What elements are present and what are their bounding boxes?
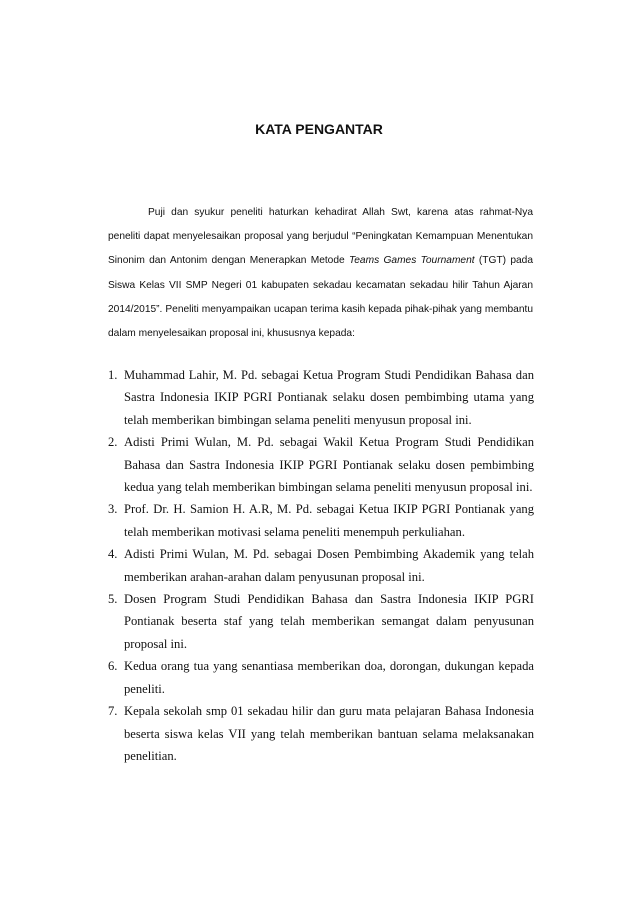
list-item xyxy=(108,431,534,498)
list-item-number: 5. xyxy=(108,592,118,607)
list-item-text: Prof. Dr. H. Samion H. A.R, M. Pd. sebagai Ketua IKIP PGRI Pontianak yang telah memberikan motivasi selama peneliti menempuh perkuliahan. xyxy=(124,502,534,539)
page-title: KATA PENGANTAR xyxy=(255,121,383,137)
list-item-text: Adisti Primi Wulan, M. Pd. sebagai Wakil Ketua Program Studi Pendidikan Bahasa dan Sastra Indonesia IKIP PGRI Pontianak selaku dosen pembimbing kedua yang telah memberikan bimbingan selama peneliti menyusun proposal ini. xyxy=(124,435,534,495)
list-item xyxy=(108,364,534,431)
list-item-number: 3. xyxy=(108,502,118,517)
list-item-text: Muhammad Lahir, M. Pd. sebagai Ketua Program Studi Pendidikan Bahasa dan Sastra Indonesia IKIP PGRI Pontianak selaku dosen pembimbing utama yang telah memberikan bimbingan selama peneliti menyusun proposal ini. xyxy=(124,368,534,427)
list-item xyxy=(108,588,534,655)
list-item-number: 2. xyxy=(108,435,118,450)
intro-paragraph xyxy=(108,201,533,346)
list-item-text: Dosen Program Studi Pendidikan Bahasa dan Sastra Indonesia IKIP PGRI Pontianak beserta staf yang telah memberikan semangat dalam penyusunan proposal ini. xyxy=(124,592,534,651)
list-item xyxy=(108,655,534,700)
list-item xyxy=(108,543,534,588)
list-item-text: Adisti Primi Wulan, M. Pd. sebagai Dosen Pembimbing Akademik yang telah memberikan arahan-arahan dalam penyusunan proposal ini. xyxy=(124,547,534,584)
list-item-number: 7. xyxy=(108,704,118,719)
list-item-text: Kedua orang tua yang senantiasa memberikan doa, dorongan, dukungan kepada peneliti. xyxy=(124,659,534,696)
list-item-text: Kepala sekolah smp 01 sekadau hilir dan guru mata pelajaran Bahasa Indonesia beserta siswa kelas VII yang telah memberikan bantuan selama melaksanakan penelitian. xyxy=(124,704,534,763)
intro-text-part2: (TGT) pada Siswa Kelas VII SMP Negeri 01 kabupaten sekadau kecamatan sekadau hilir Tahun Ajaran 2014/2015”. Peneliti menyampaikan ucapan terima kasih kepada pihak-pihak yang membantu dalam menyelesaikan proposal ini, khususnya kepada: xyxy=(108,255,534,340)
acknowledgement-list xyxy=(108,364,534,767)
list-item xyxy=(108,498,534,543)
intro-text-part1: Puji dan syukur peneliti haturkan kehadirat Allah Swt, karena atas rahmat-Nya peneliti dapat menyelesaikan proposal yang berjudul “Peningkatan Kemampuan Menentukan Sinonim dan Antonim dengan Menerapkan Metode xyxy=(108,207,533,267)
intro-text-italic: Teams Games Tournament xyxy=(348,255,475,267)
list-item-number: 6. xyxy=(108,659,118,674)
list-item-number: 4. xyxy=(108,547,118,562)
list-item-number: 1. xyxy=(108,368,118,382)
list-item xyxy=(108,700,534,767)
